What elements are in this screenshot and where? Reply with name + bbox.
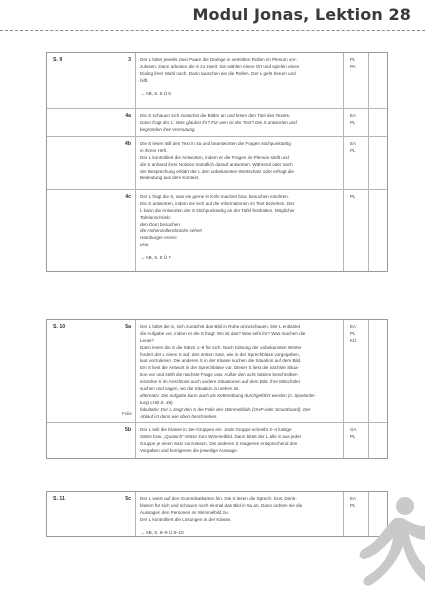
lesson-table-1 (46, 52, 388, 272)
instruction-line: die Aufgabe vor, indem er die S fragt: Wo ist das? Was seht ihr? Was machen die (140, 330, 306, 336)
instruction-line: blasen für sich und schauen noch einmal das Bild in 5a an. Dann ordnen sie die (140, 502, 303, 508)
social-form-code: PL (350, 119, 356, 125)
notes-column (368, 109, 387, 136)
instruction-line: Der L kontrolliert die Lösungen in der Klasse. (140, 516, 232, 522)
instruction-line: Vorgaben und korrigieren die jeweilige Aussage. (140, 447, 239, 453)
instruction-text (135, 53, 344, 108)
instruction-line: laut vorzulesen. Die anderen S in der Klasse suchen die Situation auf dem Bild. (140, 358, 302, 364)
step-page-label: S. 11 (53, 496, 65, 502)
instruction-line: hilft. (140, 77, 149, 83)
instruction-text (135, 190, 344, 271)
exercise-label (90, 320, 135, 422)
step-page-label: S. 10 (53, 324, 66, 330)
exercise-number: 4b (124, 141, 131, 147)
exercise-number: 5a (125, 324, 131, 330)
instruction-line: Die S lesen still den Text in 4a und beantworten die Fragen stichpunktartig (140, 141, 291, 146)
instruction-line: Bedeutung aus dem Kontext. (140, 175, 200, 181)
exercise-label (90, 492, 135, 536)
instruction-line: Tafelanschrieb: (140, 214, 171, 220)
exercise-number: 4a (125, 113, 131, 119)
social-form (344, 320, 368, 422)
step-page-label (47, 423, 90, 458)
social-form-code: PL (350, 502, 356, 508)
social-form-code: EA (350, 113, 357, 118)
social-form-code: PA (350, 63, 356, 69)
social-form (344, 137, 368, 189)
instruction-text (135, 492, 344, 536)
exercise-label (90, 53, 135, 108)
table-row (47, 108, 387, 136)
social-form-code: EA (350, 496, 357, 501)
publisher-logo-icon (355, 496, 425, 600)
instruction-line: Die S antworten, indem sie sich auf die Informationen im Text beziehen. Der (140, 200, 295, 206)
social-form-code: PL (350, 57, 356, 62)
notes-column (368, 423, 387, 458)
instruction-line: suchen und sagen, wo die Situation zu sehen ist. (140, 386, 240, 392)
exercise-number: 5c (125, 496, 131, 502)
notes-column (368, 137, 387, 189)
social-form-code: EA (350, 324, 357, 329)
page-title: Modul Jonas, Lektion 28 (192, 5, 411, 24)
social-form-code: PL (350, 433, 356, 439)
instruction-line: Hamburger essen (140, 235, 177, 241)
social-form-code: PL (350, 330, 356, 336)
exercise-number: 5b (124, 427, 131, 433)
instruction-line: usw. (140, 242, 150, 248)
lesson-table-3 (46, 491, 388, 537)
step-page-label (47, 137, 90, 189)
instruction-line: Dann fragt der L: Was glaubst ihr? Für wen ist der Text? Die S antworten und (140, 119, 297, 125)
social-form (344, 53, 368, 108)
instruction-line: den Dom besuchen (140, 221, 180, 227)
exercise-label (90, 137, 135, 189)
instruction-line: Der L weist auf den Gummikatkarten hin. Die S lesen die Sprech- bzw. Denk- (140, 496, 297, 501)
instruction-line: Der L fragt die S, was sie gerne in Köln machen bzw. besuchen möchten. (140, 194, 289, 199)
lesson-table-2 (46, 319, 388, 459)
notes-column (368, 320, 387, 422)
table-row (47, 189, 387, 271)
instruction-line: Der L kontrolliert die Antworten, indem er die Fragen im Plenum stellt und (140, 154, 289, 160)
social-form-code: EA (350, 141, 357, 146)
instruction-text (135, 320, 344, 422)
instruction-line: Dann lesen die S die Sätze 1–8 für sich. Nach Klärung der unbekannten Wörter (140, 344, 302, 350)
instruction-line: Aussagen den Personen im Wimmelbild zu. (140, 509, 229, 515)
table-row (47, 320, 387, 422)
step-page-label (47, 109, 90, 136)
instruction-text (135, 137, 344, 189)
instruction-line: fakultativ: Der L zeigt den S die Folie des Wimmelbilds (OHP oder Smartboard). Der (140, 406, 311, 412)
exercise-number: 4c (125, 194, 131, 200)
table-row (47, 53, 387, 108)
instruction-line: Gruppe je einen Satz vorzulesen. Die anderen S reagieren entsprechend den (140, 440, 298, 446)
social-form-code: GA (350, 427, 357, 432)
instruction-line: die S anhand ihrer Notizen mündlich darauf antworten. Während oder nach (140, 161, 293, 167)
instruction-line: Ablauf ist dann wie oben beschrieben. (140, 413, 218, 419)
workbook-reference: → AB, S. 8–9 Ü 8–10 (140, 529, 184, 535)
table-row (47, 422, 387, 458)
instruction-line: Der L bittet die S, sich zunächst das Bild in Ruhe anzuschauen. Der L entlastet (140, 324, 301, 329)
material-note: Folie (122, 411, 132, 416)
exercise-label (90, 190, 135, 271)
social-form (344, 109, 368, 136)
social-form-code: PL (350, 147, 356, 153)
instruction-line: Sätze bzw. „Quatsch“-Sätze zum Wimmelbild. Dann bittet der L alle S aus jeder (140, 433, 302, 439)
instruction-line: in ihrem Heft. (140, 147, 168, 153)
exercise-number: 3 (128, 57, 131, 63)
notes-column (368, 190, 387, 271)
instruction-line: Der L teilt die Klasse in 3er-Gruppen ein. Jede Gruppe schreibt 3–4 lustige (140, 427, 292, 432)
instruction-line: alternativ: Die Aufgabe kann auch als Kettenübung durchgeführt werden (s. Spielanlei- (140, 392, 316, 398)
social-form (344, 190, 368, 271)
instruction-line: die Hohenzollernbrücke sehen (140, 228, 203, 234)
instruction-line: tung LHB S. 46) (140, 399, 173, 405)
workbook-reference: → AB, S. 8 Ü 7 (140, 255, 171, 261)
step-page-label (47, 190, 90, 271)
instruction-text (135, 109, 344, 136)
step-page-label: S. 9 (53, 57, 63, 63)
instruction-line: Die S schauen sich zunächst die Bilder an und lesen den Titel des Textes. (140, 113, 291, 118)
table-row (47, 492, 387, 536)
instruction-line: begründen ihre Vermutung. (140, 126, 196, 132)
exercise-label (90, 423, 135, 458)
workbook-reference: → AB, S. 8 Ü 6 (140, 90, 171, 96)
instruction-line: einzelne S im Anschluss auch andere Situationen auf dem Bild. Ihre Mitschüler (140, 379, 301, 385)
header-divider (0, 30, 425, 31)
instruction-line: Ein S liest die Antwort in der Sprechblase vor. Dieser S liest die nächste Situa- (140, 365, 300, 371)
instruction-line: Der L bittet jeweils zwei Paare die Dialoge in verteilten Rollen im Plenum vor- (140, 57, 297, 62)
table-row (47, 136, 387, 189)
exercise-label (90, 109, 135, 136)
social-form-code: KÜ (350, 337, 357, 343)
social-form (344, 423, 368, 458)
instruction-line: der Besprechung erklärt der L den unbekannten Wortschatz oder erfragt die (140, 168, 294, 174)
social-form-code: PL (350, 194, 356, 199)
instruction-line: Leute? (140, 337, 155, 343)
instruction-text (135, 423, 344, 458)
instruction-line: zulesen. Dann arbeiten die S zu zweit: Sie wählen einen Ort und spielen einen (140, 63, 300, 69)
instruction-line: L kann die Antworten der S stichpunktartig an der Tafel festhalten. Möglicher (140, 207, 295, 213)
instruction-line: fordert der L einen S auf, den ersten Satz, wie in der Sprechblase vorgegeben, (140, 351, 300, 357)
instruction-line: Dialog ihrer Wahl nach. Dann tauschen sie die Rollen. Der L geht herum und (140, 70, 296, 76)
notes-column (368, 53, 387, 108)
instruction-line: tion vor und stellt die nächste Frage usw. Außer den acht Sätzen beschreiben (140, 372, 298, 378)
